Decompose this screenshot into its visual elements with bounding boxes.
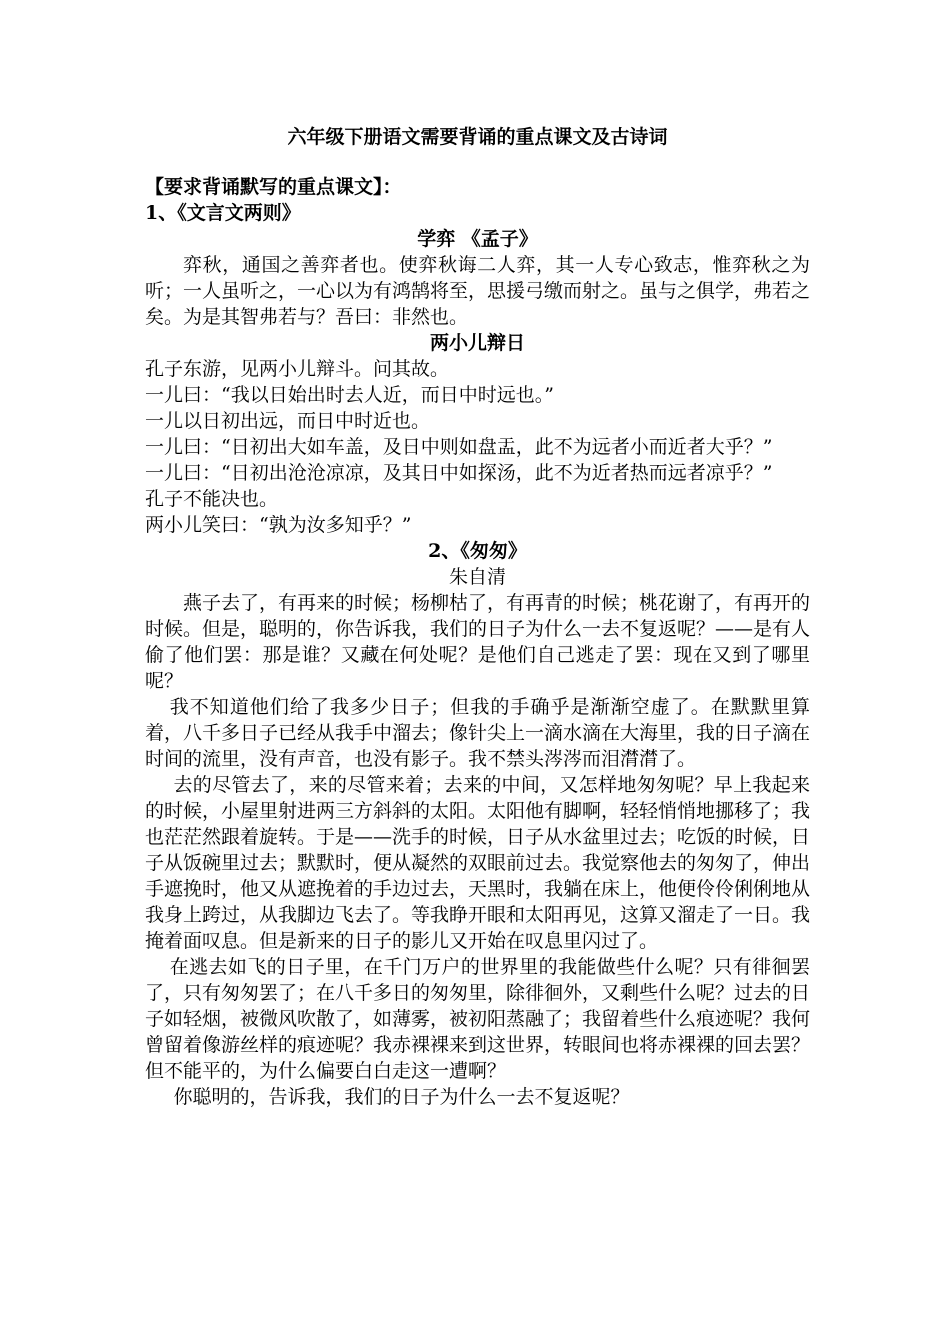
story2-line: 一儿曰：“日初出沧沧凉凉，及其日中如探汤，此不为近者热而远者凉乎？” xyxy=(145,462,773,484)
story2-line: 两小儿笑曰：“孰为汝多知乎？” xyxy=(145,514,412,536)
document-title: 六年级下册语文需要背诵的重点课文及古诗词 xyxy=(287,126,668,148)
lesson2-paragraph: 你聪明的，告诉我，我们的日子为什么一去不复返呢？ xyxy=(173,1086,630,1108)
lesson2-paragraph: 我不知道他们给了我多少日子；但我的手确乎是渐渐空虚了。在默默里算着，八千多日子已经从我手中溜去；像针尖上一滴水滴在大海里，我的日子滴在时间的流里，没有声音，也没有影子。我不禁头涔涔而泪潸潸了。 xyxy=(145,696,811,770)
story2-line: 一儿以日初出远，而日中时近也。 xyxy=(145,410,431,432)
document-content xyxy=(145,122,810,1110)
section-heading: 【要求背诵默写的重点课文】： xyxy=(145,176,402,198)
lesson2-paragraph: 去的尽管去了，来的尽管来着；去来的中间，又怎样地匆匆呢？早上我起来的时候，小屋里射进两三方斜斜的太阳。太阳他有脚啊，轻轻悄悄地挪移了；我也茫茫然跟着旋转。于是——洗手的时候，日子从水盆里过去；吃饭的时候，日子从饭碗里过去；默默时，便从凝然的双眼前过去。我觉察他去的匆匆了，伸出手遮挽时，他又从遮挽着的手边过去，天黑时，我躺在床上，他便伶伶俐俐地从我身上跨过，从我脚边飞去了。等我睁开眼和太阳再见，这算又溜走了一日。我掩着面叹息。但是新来的日子的影儿又开始在叹息里闪过了。 xyxy=(145,774,811,952)
lesson2-paragraph: 燕子去了，有再来的时候；杨柳枯了，有再青的时候；桃花谢了，有再开的时候。但是，聪明的，你告诉我，我们的日子为什么一去不复返呢？——是有人偷了他们罢：那是谁？又藏在何处呢？是他们自己逃走了罢：现在又到了哪里呢？ xyxy=(145,592,811,692)
story2-line: 一儿曰：“日初出大如车盖，及日中则如盘盂，此不为远者小而近者大乎？” xyxy=(145,436,773,458)
lesson2-heading: 2、《匆匆》 xyxy=(428,540,527,562)
story1-title: 学弈 《孟子》 xyxy=(417,228,538,250)
story2-line: 孔子东游，见两小儿辩斗。问其故。 xyxy=(145,358,450,380)
story2-line: 孔子不能决也。 xyxy=(145,488,279,510)
lesson1-heading: 1、《文言文两则》 xyxy=(145,202,301,224)
story2-title: 两小儿辩日 xyxy=(429,332,525,354)
story1-text: 弈秋，通国之善弈者也。使弈秋诲二人弈，其一人专心致志，惟弈秋之为听；一人虽听之，一心以为有鸿鹄将至，思援弓缴而射之。虽与之俱学，弗若之矣。为是其智弗若与？吾曰：非然也。 xyxy=(145,254,811,328)
lesson2-paragraph: 在逃去如飞的日子里，在千门万户的世界里的我能做些什么呢？只有徘徊罢了，只有匆匆罢了；在八千多日的匆匆里，除徘徊外，又剩些什么呢？过去的日子如轻烟，被微风吹散了，如薄雾，被初阳蒸融了；我留着些什么痕迹呢？我何曾留着像游丝样的痕迹呢？我赤裸裸来到这世界，转眼间也将赤裸裸的回去罢？但不能平的，为什么偏要白白走这一遭啊？ xyxy=(145,956,811,1082)
story2-line: 一儿曰：“我以日始出时去人近，而日中时远也。” xyxy=(145,384,554,406)
lesson2-author: 朱自清 xyxy=(448,566,506,588)
